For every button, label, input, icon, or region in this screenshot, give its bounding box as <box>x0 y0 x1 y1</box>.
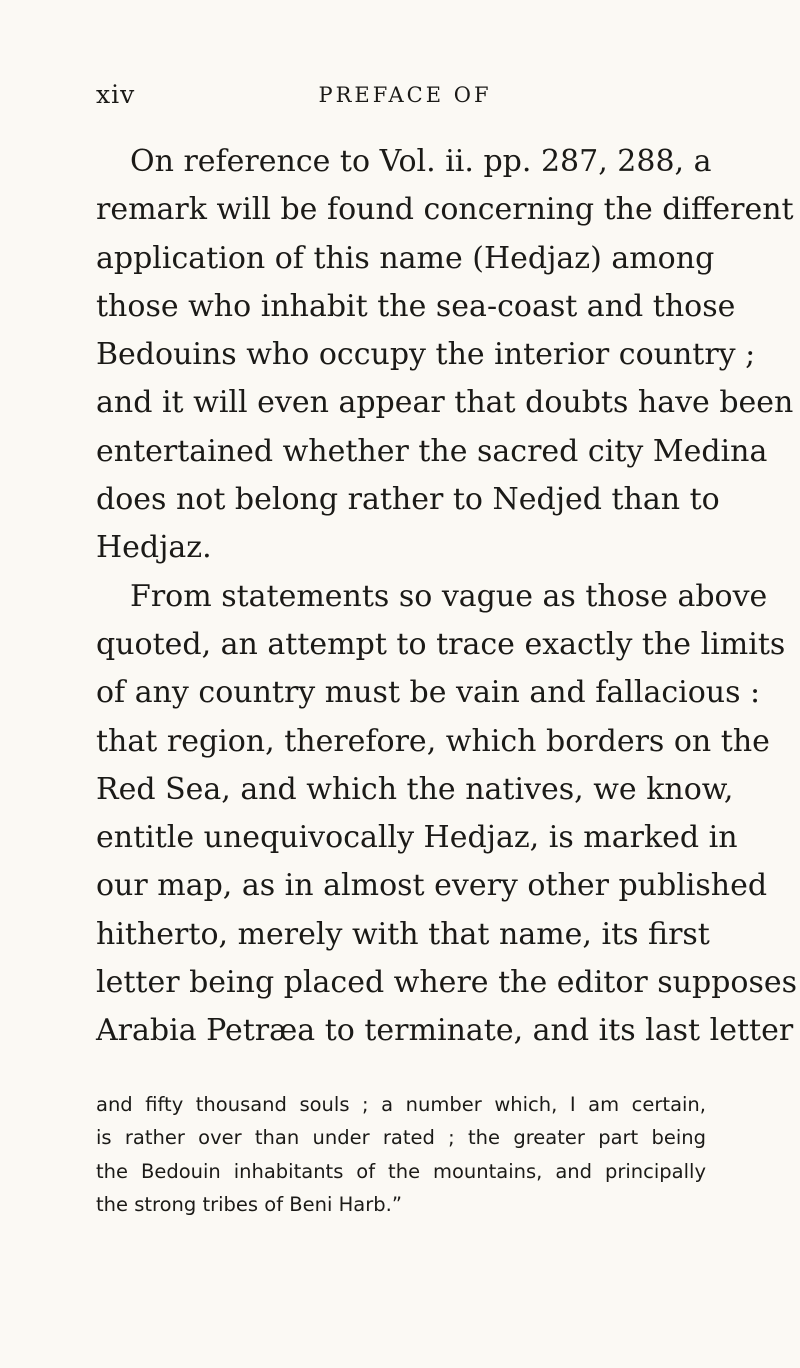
footnote-line: the Bedouin inhabitants of the mountains, and principally <box>96 1159 706 1183</box>
text-line: those who inhabit the sea-coast and those <box>96 288 736 324</box>
text-line: On reference to Vol. ii. pp. 287, 288, a <box>130 144 712 179</box>
text-line: hitherto, merely with that name, its first <box>96 916 710 952</box>
text-line: our map, as in almost every other published <box>96 868 768 904</box>
running-head: PREFACE OF <box>318 83 492 107</box>
page-number: xiv <box>96 80 136 109</box>
text-line: remark will be found concerning the different <box>96 192 794 228</box>
text-line: and it will even appear that doubts have been <box>96 385 794 421</box>
text-line: Bedouins who occupy the interior country ; <box>96 337 756 373</box>
body-text <box>96 138 798 1056</box>
text-line: application of this name (Hedjaz) among <box>96 240 715 276</box>
text-line: of any country must be vain and fallacious : <box>96 675 761 711</box>
footnote-line: is rather over than under rated ; the greater part being <box>96 1126 706 1150</box>
text-line: entitle unequivocally Hedjaz, is marked in <box>96 820 738 856</box>
text-line: quoted, an attempt to trace exactly the limits <box>96 626 786 662</box>
text-line: From statements so vague as those above <box>130 578 768 614</box>
footnote-line: and fifty thousand souls ; a number which, I am certain, <box>96 1093 706 1116</box>
footnote <box>96 1088 706 1222</box>
text-line: Red Sea, and which the natives, we know, <box>96 771 734 807</box>
text-line: letter being placed where the editor supposes <box>96 965 798 1001</box>
text-line: that region, therefore, which borders on the <box>96 723 770 759</box>
text-line: does not belong rather to Nedjed than to <box>96 482 720 518</box>
text-line: entertained whether the sacred city Medina <box>96 433 768 469</box>
text-line: Arabia Petræa to terminate, and its last letter <box>96 1013 794 1049</box>
text-line: Hedjaz. <box>96 530 212 566</box>
footnote-line: the strong tribes of Beni Harb.” <box>96 1193 402 1217</box>
